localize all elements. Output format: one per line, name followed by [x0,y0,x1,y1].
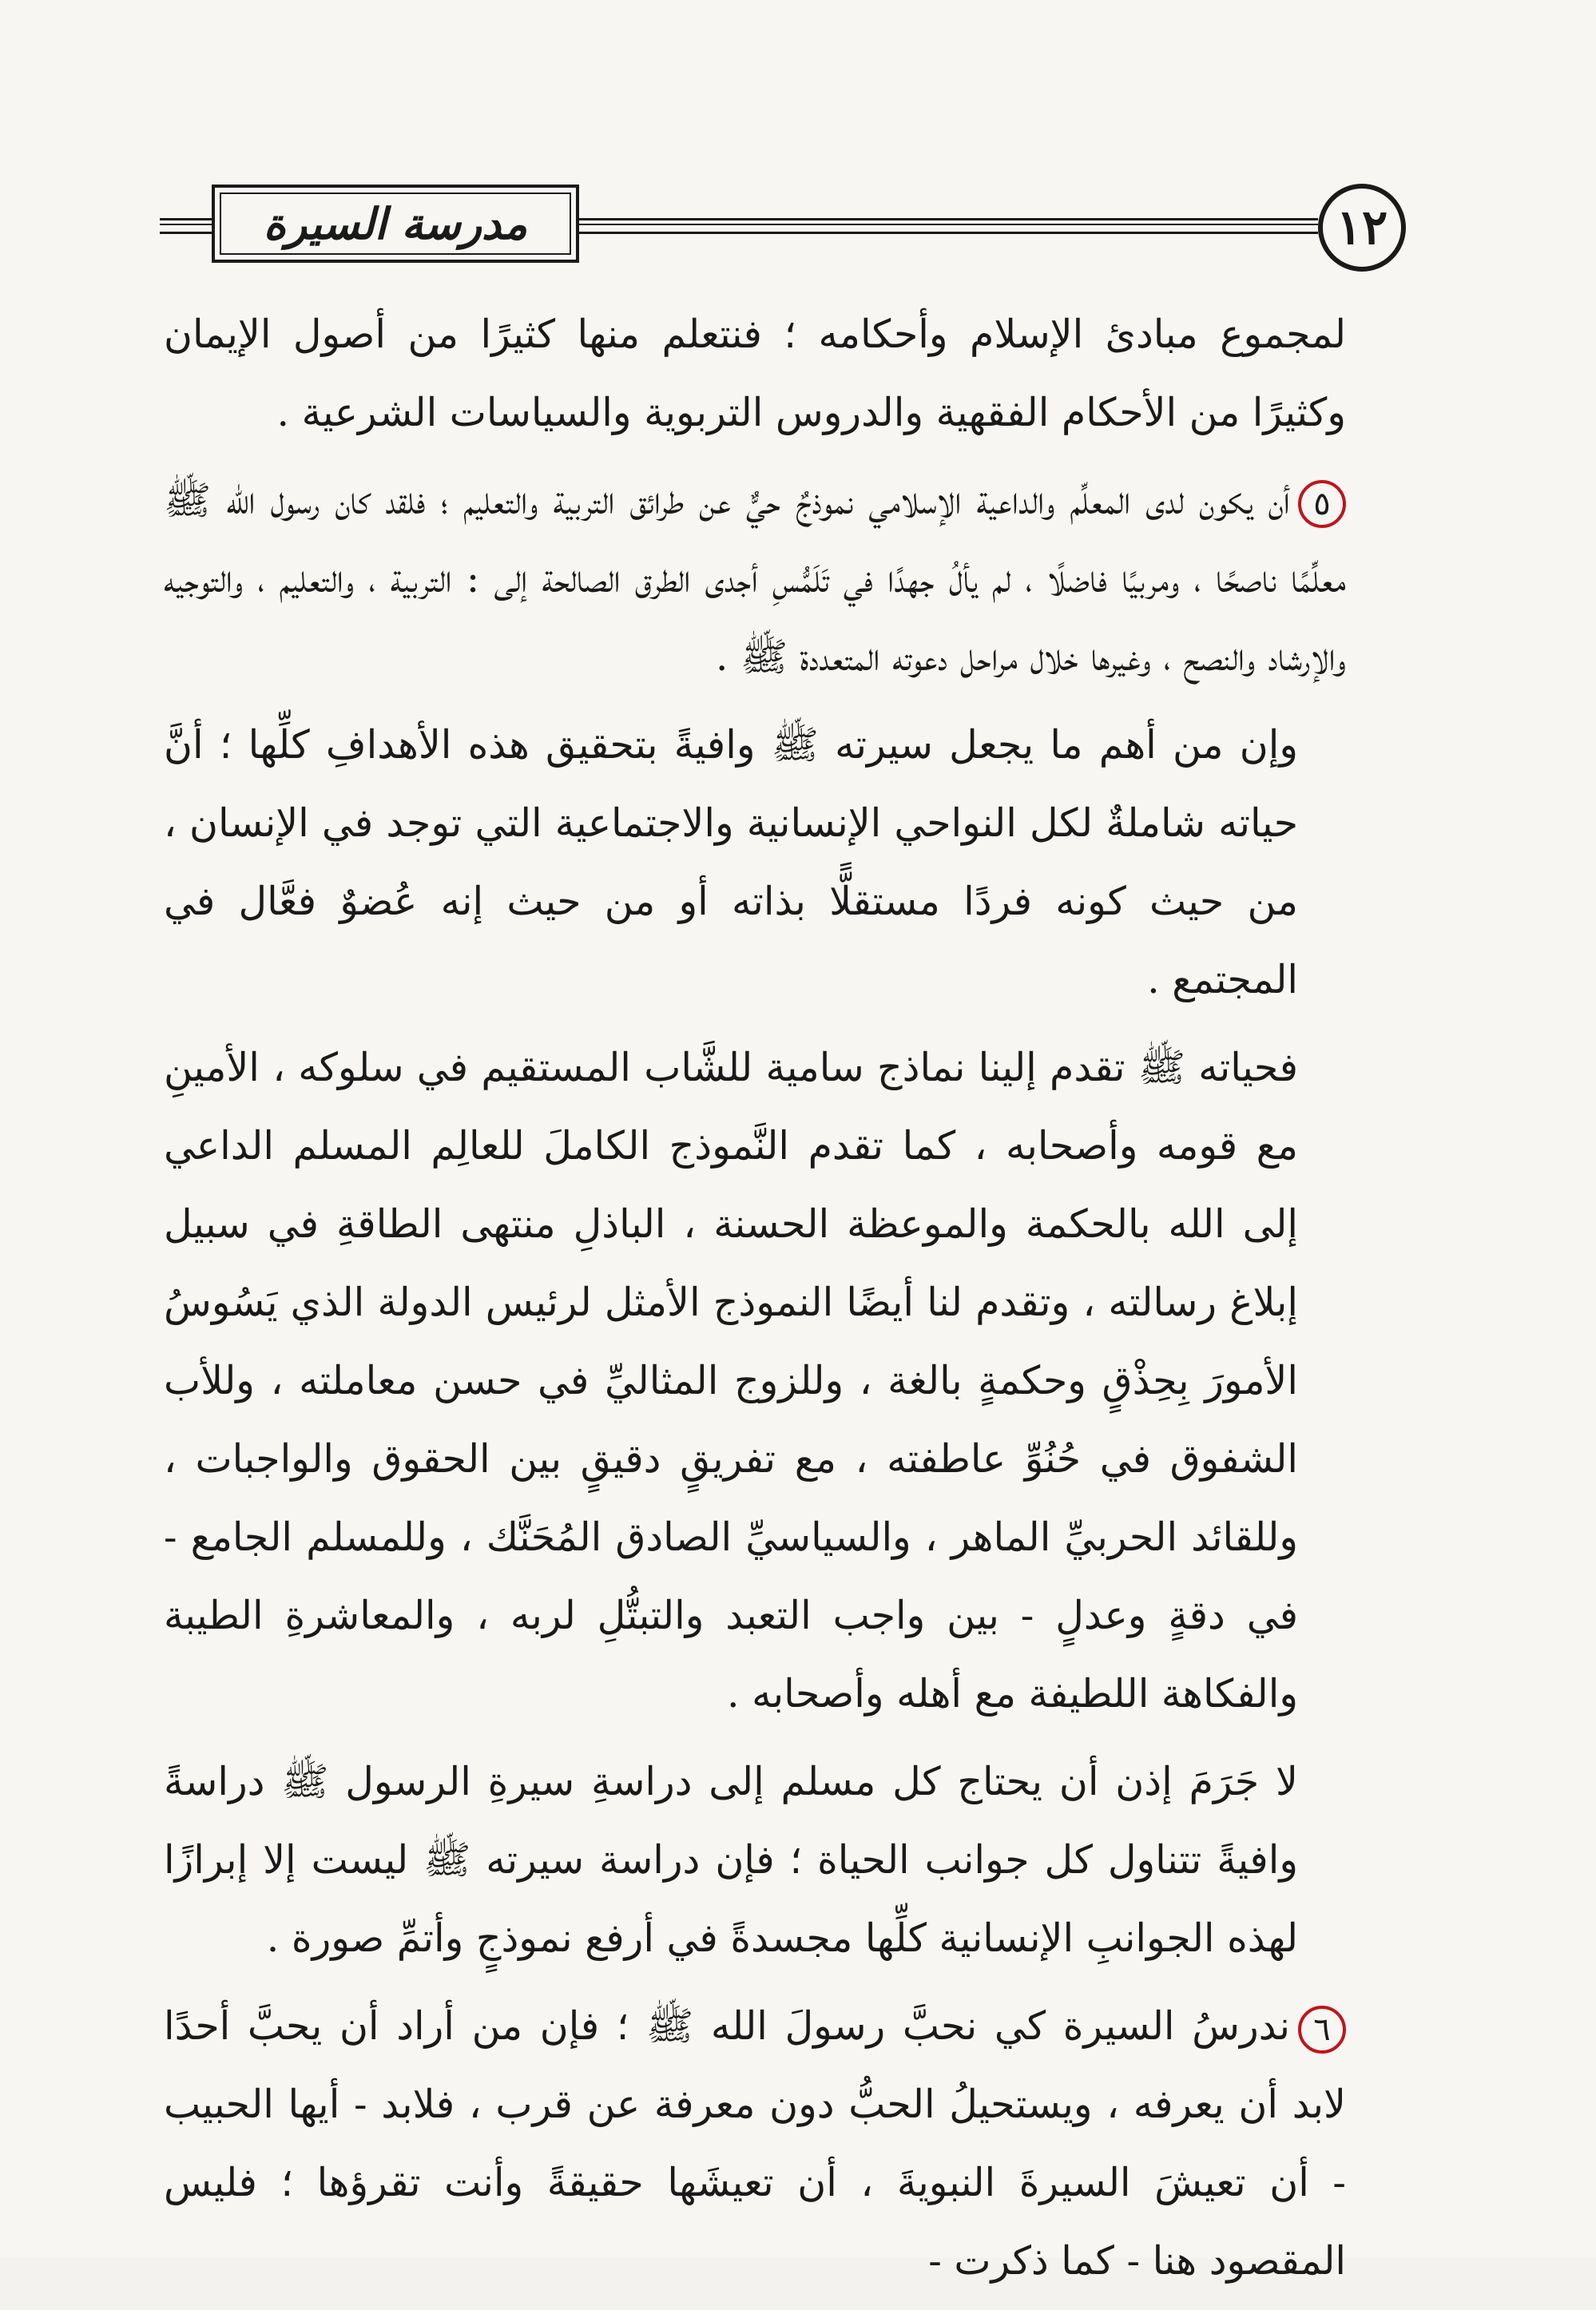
running-title: مدرسة السيرة [263,198,528,249]
paragraph-continuation: لمجموع مبادئ الإسلام وأحكامه ؛ فنتعلم منها كثيرًا من أصول الإيمان وكثيرًا من الأحكام الفقهية والدروس التربوية والسياسات الشرعية . [164,312,1346,435]
running-title-box [212,185,579,263]
body-text [164,296,1346,2310]
paragraph-item-5-text: أن يكون لدى المعلِّم والداعية الإسلامي نموذجٌ حيٌّ عن طرائق التربية والتعليم ؛ فلقد كان رسول الله ﷺ معلِّمًا ناصحًا ، ومربيًا فاضلًا ، لم يألُ جهدًا في تَلَمُّسِ أجدى الطرق الصالحة إلى : التربية ، والتعليم ، والتوجيه والإرشاد والنصح ، وغيرها خلال مراحل دعوته المتعددة ﷺ . [164,478,1346,680]
page-header [160,180,1438,276]
paragraph-models: فحياته ﷺ تقدم إلينا نماذج سامية للشَّاب المستقيم في سلوكه ، الأمينِ مع قومه وأصحابه ، كما تقدم النَّموذج الكاملَ للعالِم المسلم الداعي إلى الله بالحكمة والموعظة الحسنة ، الباذلِ منتهى الطاقةِ في سبيل إبلاغ رسالته ، وتقدم لنا أيضًا النموذج الأمثل لرئيس الدولة الذي يَسُوسُ الأمورَ بِحِذْقٍ وحكمةٍ بالغة ، وللزوج المثاليِّ في حسن معاملته ، وللأب الشفوق في حُنُوِّ عاطفته ، مع تفريقٍ دقيقٍ بين الحقوق والواجبات ، وللقائد الحربيِّ الماهر ، والسياسيِّ الصادق المُحَنَّك ، وللمسلم الجامع - في دقةٍ وعدلٍ - بين واجب التعبد والتبتُّلِ لربه ، والمعاشرةِ الطيبة والفكاهة اللطيفة مع أهله وأصحابه . [164,1045,1298,1717]
paragraph-necessity: لا جَرَمَ إذن أن يحتاج كل مسلم إلى دراسةِ سيرةِ الرسول ﷺ دراسةً وافيةً تتناول كل جوانب الحياة ؛ فإن دراسة سيرته ﷺ ليست إلا إبرازًا لهذه الجوانبِ الإنسانية كلِّها مجسدةً في أرفع نموذجٍ وأتمِّ صورة . [164,1759,1298,1961]
page-number: ١٢ [1318,184,1406,272]
item-number-circle: ٥ [1298,480,1346,528]
paragraph-item-5 [164,462,1346,697]
paragraph-item-6-text: ندرسُ السيرة كي نحبَّ رسولَ الله ﷺ ؛ فإن من أراد أن يحبَّ أحدًا لابد أن يعرفه ، ويستحيلُ الحبُّ دون معرفة عن قرب ، فلابد - أيها الحبيب - أن تعيشَ السيرةَ النبويةَ ، أن تعيشَها حقيقةً وأنت تقرؤها ؛ فليس المقصود هنا - كما ذكرت - [164,2003,1346,2284]
item-number-circle: ٦ [1298,2006,1346,2054]
paragraph-item-6 [164,1987,1346,2300]
paragraph-comprehensiveness: وإن من أهم ما يجعل سيرته ﷺ وافيةً بتحقيق هذه الأهدافِ كلِّها ؛ أنَّ حياته شاملةٌ لكل النواحي الإنسانية والاجتماعية التي توجد في الإنسان ، من حيث كونه فردًا مستقلًّا بذاته أو من حيث إنه عُضوٌ فعَّال في المجتمع . [164,722,1298,1002]
